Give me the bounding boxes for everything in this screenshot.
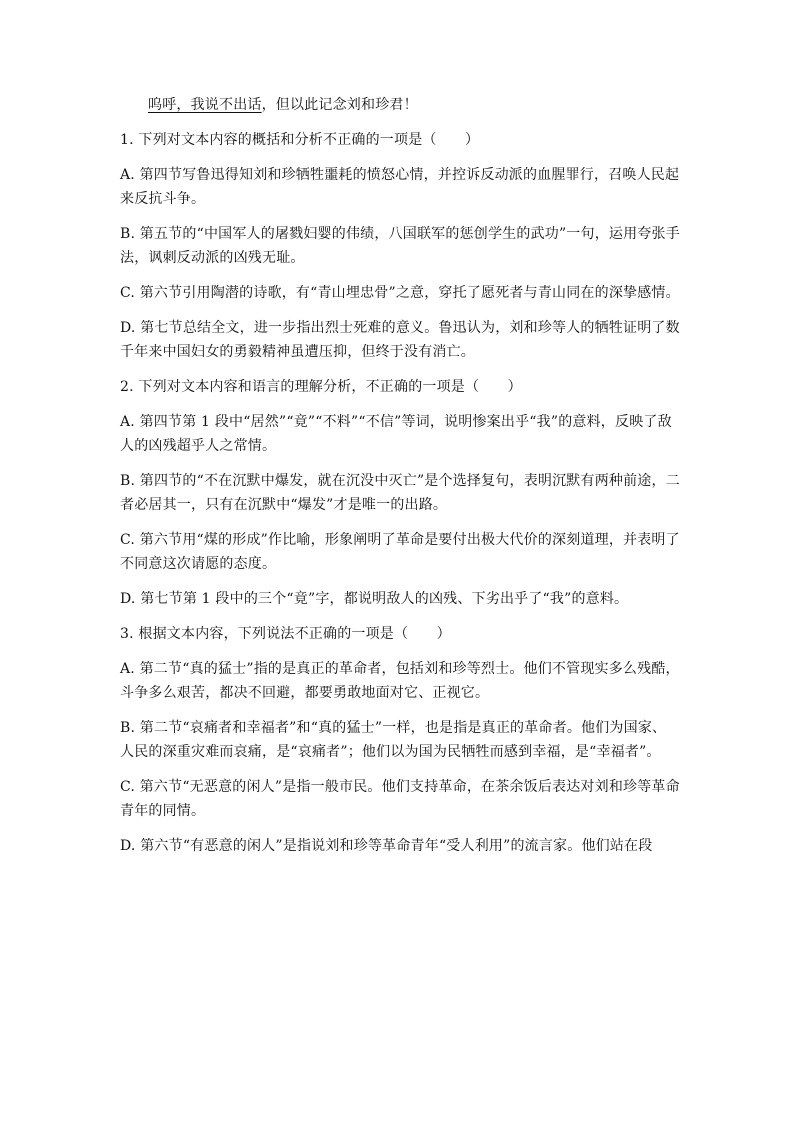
question-1-prompt: 1. 下列对文本内容的概括和分析不正确的一项是（ ） — [120, 132, 480, 148]
intro-paragraph — [120, 93, 680, 117]
question-3-option-a: A. 第二节“真的猛士”指的是真正的革命者，包括刘和珍等烈士。他们不管现实多么残酷，斗争多么艰苦，都决不回避，都要勇敢地面对它、正视它。 — [120, 661, 680, 701]
document-content — [120, 93, 680, 869]
intro-text: ，但以此记念刘和珍君！ — [261, 97, 418, 113]
question-1-option-b: B. 第五节的“中国军人的屠戮妇婴的伟绩，八国联军的惩创学生的武功”一句，运用夸张手法，讽刺反动派的凶残无耻。 — [120, 226, 680, 266]
question-1-option-a: A. 第四节写鲁迅得知刘和珍牺牲噩耗的愤怒心情，并控诉反动派的血腥罪行，召唤人民起来反抗斗争。 — [120, 167, 680, 207]
question-2-option-c: C. 第六节用“煤的形成”作比喻，形象阐明了革命是要付出极大代价的深刻道理，并表明了不同意这次请愿的态度。 — [120, 532, 680, 572]
question-3-option-b: B. 第二节“哀痛者和幸福者”和“真的猛士”一样，也是指是真正的革命者。他们为国家、人民的深重灾难而哀痛，是“哀痛者”；他们以为国为民牺牲而感到幸福，是“幸福者”。 — [120, 720, 667, 760]
question-1-option-d: D. 第七节总结全文，进一步指出烈士死难的意义。鲁迅认为，刘和珍等人的牺牲证明了数千年来中国妇女的勇毅精神虽遭压抑，但终于没有消亡。 — [120, 320, 680, 360]
question-2-prompt: 2. 下列对文本内容和语言的理解分析，不正确的一项是（ ） — [120, 379, 522, 395]
question-3-option-d: D. 第六节“有恶意的闲人”是指说刘和珍等革命青年“受人利用”的流言家。他们站在段 — [120, 838, 653, 854]
question-1-option-c: C. 第六节引用陶潜的诗歌，有“青山埋忠骨”之意，穿托了愿死者与青山同在的深挚感情。 — [120, 285, 680, 301]
intro-underlined-text: 呜呼，我说不出话 — [148, 97, 262, 113]
question-3-option-c: C. 第六节“无恶意的闲人”是指一般市民。他们支持革命，在茶余饭后表达对刘和珍等革命青年的同情。 — [120, 779, 680, 819]
question-2-option-a: A. 第四节第 1 段中“居然”“竟”“不料”“不信”等词，说明惨案出乎“我”的意料，反映了敌人的凶残超乎人之常情。 — [120, 414, 672, 454]
question-3-prompt: 3. 根据文本内容，下列说法不正确的一项是（ ） — [120, 626, 451, 642]
question-2-option-b: B. 第四节的“不在沉默中爆发，就在沉没中灭亡”是个选择复句，表明沉默有两种前途，二者必居其一，只有在沉默中“爆发”才是唯一的出路。 — [120, 473, 680, 513]
question-2-option-d: D. 第七节第 1 段中的三个“竟”字，都说明敌人的凶残、下劣出乎了“我”的意料。 — [120, 591, 629, 607]
